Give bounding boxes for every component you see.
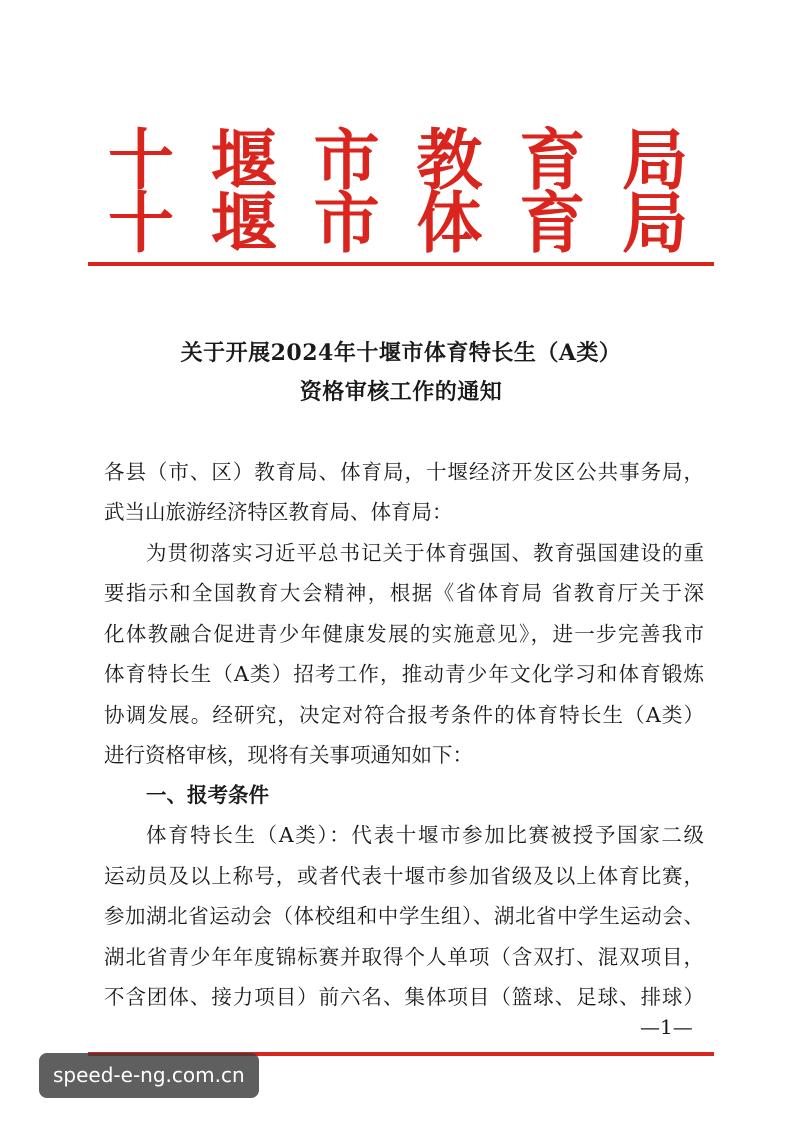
page-number: —1— — [640, 1015, 693, 1039]
paragraph-line: 进行资格审核，现将有关事项通知如下： — [104, 743, 473, 767]
paragraph-line: 湖北省青少年年度锦标赛并取得个人单项（含双打、混双项目， — [104, 945, 704, 969]
paragraph-line: 体育特长生（A类）：代表十堰市参加比赛被授予国家二级 — [146, 823, 704, 847]
header-char: 教 — [416, 121, 483, 199]
recipient-line: 武当山旅游经济特区教育局、体育局： — [104, 500, 453, 524]
header-char: 十 — [108, 184, 174, 262]
paragraph-line: 化体教融合促进青少年健康发展的实施意见》，进一步完善我市 — [104, 622, 704, 646]
issuer-line-sports-bureau — [108, 184, 688, 262]
document-title-line-1: 关于开展2024年十堰市体育特长生（A类） — [180, 340, 622, 366]
header-char: 市 — [313, 121, 380, 199]
paragraph-line: 参加湖北省运动会（体校组和中学生组）、湖北省中学生运动会、 — [104, 904, 704, 928]
header-char: 堰 — [210, 184, 277, 262]
header-char: 堰 — [210, 121, 277, 199]
header-char: 十 — [108, 121, 174, 199]
site-watermark: speed-e-ng.com.cn — [39, 1053, 259, 1098]
paragraph-line: 为贯彻落实习近平总书记关于体育强国、教育强国建设的重 — [146, 541, 704, 565]
header-red-divider — [88, 262, 714, 266]
paragraph-line: 不含团体、接力项目）前六名、集体项目（篮球、足球、排球） — [104, 985, 704, 1009]
header-char: 育 — [519, 121, 586, 199]
paragraph-line: 运动员及以上称号，或者代表十堰市参加省级及以上体育比赛， — [104, 864, 704, 888]
section-heading: 一、报考条件 — [146, 783, 269, 807]
header-char: 市 — [313, 184, 380, 262]
paragraph-line: 协调发展。经研究，决定对符合报考条件的体育特长生（A类） — [104, 703, 704, 727]
issuer-line-education-bureau — [108, 121, 688, 199]
header-char: 局 — [621, 184, 688, 262]
paragraph-line: 要指示和全国教育大会精神，根据《省体育局 省教育厅关于深 — [104, 581, 704, 605]
paragraph-line: 体育特长生（A类）招考工作，推动青少年文化学习和体育锻炼 — [104, 662, 704, 686]
document-title-line-2: 资格审核工作的通知 — [299, 379, 503, 405]
header-char: 育 — [519, 184, 586, 262]
header-char: 局 — [621, 121, 688, 199]
recipient-line: 各县（市、区）教育局、体育局，十堰经济开发区公共事务局， — [104, 460, 704, 484]
header-char: 体 — [416, 184, 483, 262]
